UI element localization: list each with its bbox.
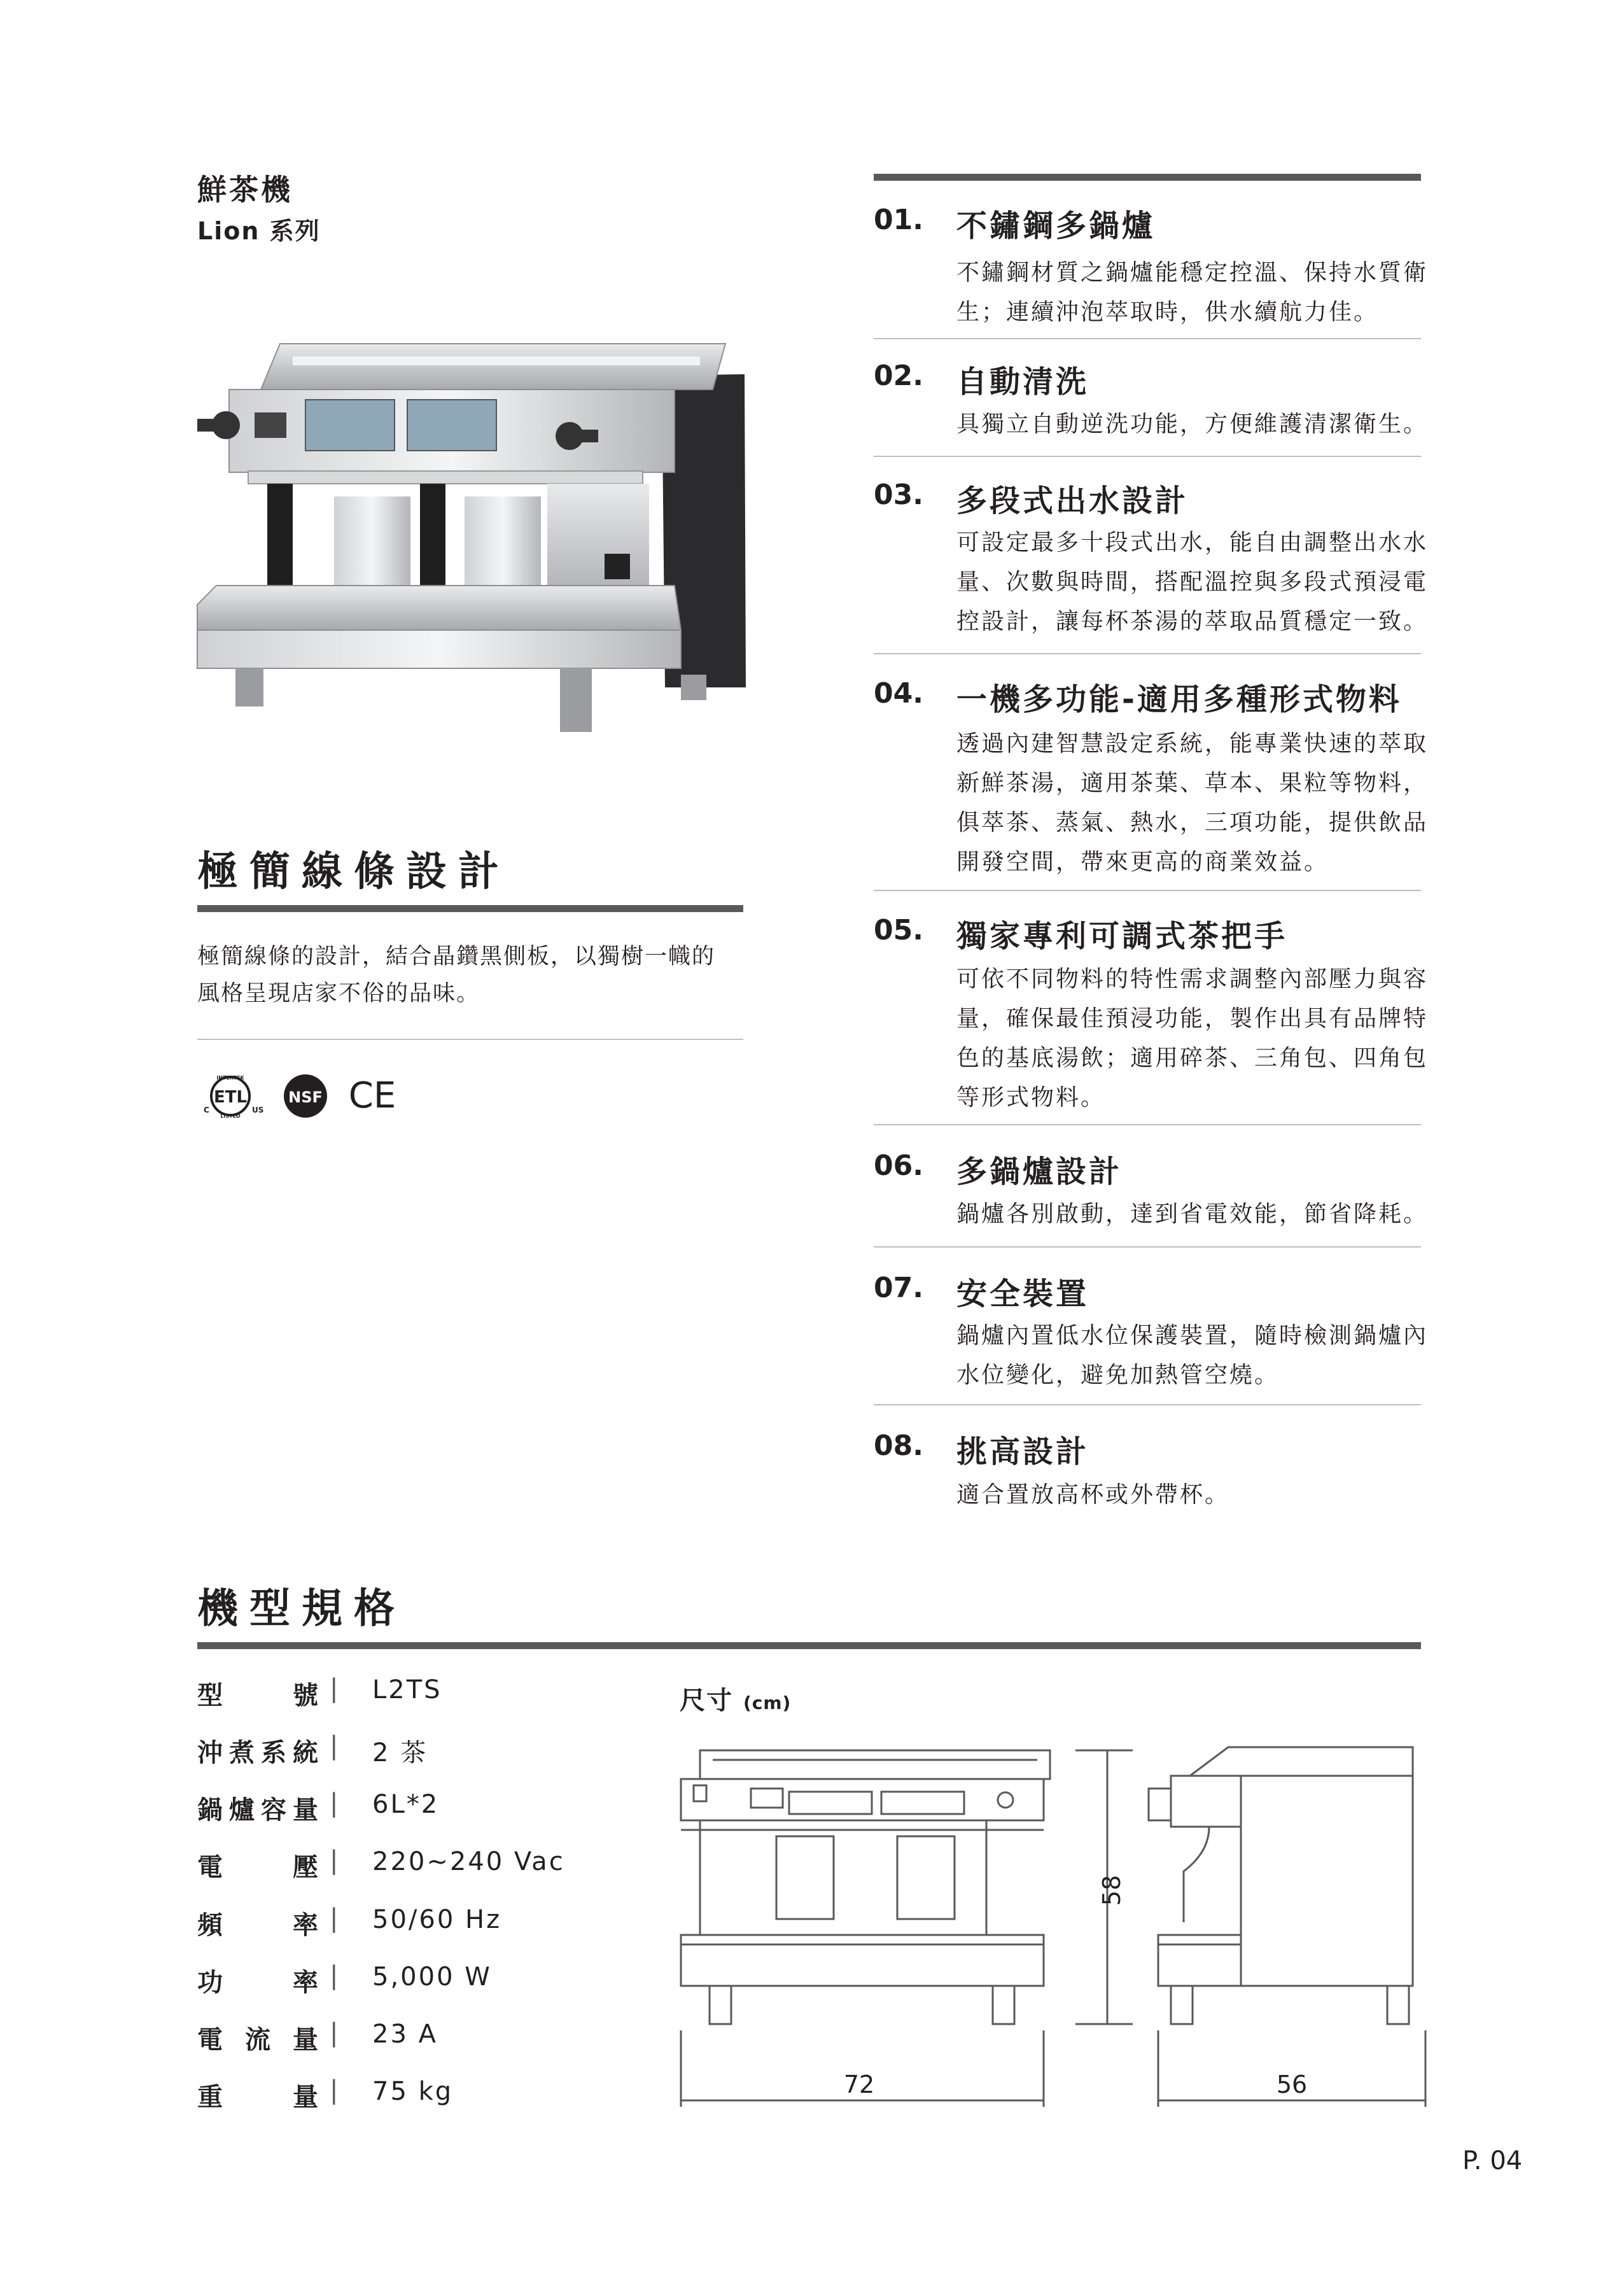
spec-label-boiler: 鍋爐容量	[197, 1796, 318, 1825]
spec-separator: |	[330, 1846, 339, 1875]
product-name: 鮮茶機	[197, 172, 293, 207]
design-title-bar	[197, 905, 743, 912]
feature-divider	[874, 890, 1421, 891]
feature-07-title: 安全裝置	[956, 1276, 1089, 1312]
feature-divider	[874, 653, 1421, 654]
spec-separator: |	[330, 1674, 339, 1703]
dimension-depth: 56	[1276, 2071, 1308, 2099]
spec-label-power: 功率	[197, 1968, 318, 1997]
feature-04-number: 04.	[874, 677, 923, 710]
machine-photo	[191, 331, 751, 764]
feature-01-number: 01.	[874, 204, 923, 236]
feature-04-title: 一機多功能-適用多種形式物料	[956, 682, 1402, 717]
spec-value-frequency: 50/60 Hz	[372, 1905, 502, 1934]
etl-ring-text: INTERTEK	[216, 1075, 244, 1081]
feature-06-number: 06.	[874, 1150, 923, 1182]
feature-desc-line: 鍋爐各別啟動，達到省電效能，節省降耗。	[956, 1201, 1429, 1227]
spec-value-current: 23 A	[372, 2020, 438, 2049]
etl-c-text: C	[204, 1106, 209, 1114]
feature-03-desc	[956, 523, 1440, 642]
feature-divider	[874, 1404, 1421, 1405]
ce-mark: CE	[348, 1075, 396, 1116]
feature-desc-line: 適合置放高杯或外帶杯。	[956, 1482, 1230, 1508]
feature-desc-line: 量，確保最佳預浸功能，製作出具有品牌特	[956, 1006, 1429, 1032]
feature-divider	[874, 338, 1421, 339]
feature-desc-line: 鍋爐內置低水位保護裝置，隨時檢測鍋爐內	[956, 1323, 1429, 1349]
spec-label-brew-system: 沖煮系統	[197, 1738, 318, 1768]
spec-value-brew-system: 2 茶	[372, 1738, 428, 1768]
feature-desc-line: 可設定最多十段式出水，能自由調整出水水	[956, 530, 1429, 556]
feature-05-number: 05.	[874, 914, 923, 946]
dimension-height: 58	[1098, 1874, 1126, 1906]
ce-logo	[344, 1071, 401, 1121]
feature-02-desc	[956, 405, 1440, 444]
product-series: Lion 系列	[197, 217, 321, 245]
feature-desc-line: 具獨立自動逆洗功能，方便維護清潔衛生。	[956, 411, 1429, 437]
dimensions-unit: (cm)	[743, 1692, 792, 1713]
feature-06-desc	[956, 1195, 1440, 1234]
feature-01-title: 不鏽鋼多鍋爐	[956, 208, 1156, 244]
spec-label-model: 型號	[197, 1681, 318, 1710]
feature-05-desc	[956, 960, 1440, 1118]
spec-label-voltage: 電壓	[197, 1853, 318, 1882]
page-number: P. 04	[1462, 2146, 1523, 2176]
feature-03-number: 03.	[874, 479, 923, 511]
spec-separator: |	[330, 2076, 339, 2105]
spec-label-weight: 重量	[197, 2083, 318, 2112]
feature-07-desc	[956, 1316, 1440, 1395]
etl-us-text: US	[252, 1106, 264, 1114]
feature-desc-line: 開發空間，帶來更高的商業效益。	[956, 849, 1329, 875]
feature-divider	[874, 456, 1421, 457]
specs-title: 機型規格	[197, 1585, 406, 1633]
design-text	[197, 938, 751, 1012]
spec-separator: |	[330, 1731, 339, 1761]
feature-desc-line: 新鮮茶湯，適用茶葉、草本、果粒等物料，	[956, 770, 1429, 796]
nsf-mark: NSF	[288, 1088, 323, 1106]
feature-desc-line: 可依不同物料的特性需求調整內部壓力與容	[956, 966, 1429, 992]
feature-02-title: 自動清洗	[956, 364, 1089, 400]
dimensions-title-text: 尺寸	[680, 1686, 733, 1715]
feature-01-desc	[956, 253, 1440, 332]
spec-value-weight: 75 kg	[372, 2077, 454, 2106]
design-text-line: 風格呈現店家不俗的品味。	[197, 981, 480, 1006]
spec-value-model: L2TS	[372, 1675, 442, 1705]
spec-value-voltage: 220~240 Vac	[372, 1847, 565, 1876]
spec-value-boiler: 6L*2	[372, 1790, 440, 1819]
dimension-width: 72	[843, 2071, 875, 2099]
feature-desc-line: 水位變化，避免加熱管空燒。	[956, 1362, 1280, 1388]
feature-desc-line: 色的基底湯飲；適用碎茶、三角包、四角包	[956, 1045, 1429, 1071]
feature-08-title: 挑高設計	[956, 1434, 1089, 1470]
feature-08-number: 08.	[874, 1430, 923, 1462]
feature-desc-line: 等形式物料。	[956, 1085, 1106, 1111]
feature-08-desc	[956, 1475, 1440, 1515]
specs-title-bar	[197, 1642, 1421, 1649]
feature-divider	[874, 1246, 1421, 1248]
spec-value-power: 5,000 W	[372, 1962, 492, 1992]
feature-desc-line: 生；連續沖泡萃取時，供水續航力佳。	[956, 299, 1379, 325]
feature-03-title: 多段式出水設計	[956, 483, 1189, 519]
design-divider	[197, 1039, 743, 1040]
spec-separator: |	[330, 1789, 339, 1818]
etl-listed-text: LISTED	[220, 1113, 241, 1119]
feature-desc-line: 量、次數與時間，搭配溫控與多段式預浸電	[956, 569, 1429, 595]
spec-separator: |	[330, 1904, 339, 1933]
feature-desc-line: 透過內建智慧設定系統，能專業快速的萃取	[956, 731, 1429, 757]
features-top-bar	[874, 174, 1421, 181]
feature-04-desc	[956, 724, 1440, 882]
feature-desc-line: 俱萃茶、蒸氣、熱水，三項功能，提供飲品	[956, 810, 1429, 836]
feature-02-number: 02.	[874, 360, 923, 392]
dimension-drawing	[675, 1738, 1432, 2120]
feature-desc-line: 控設計，讓每杯茶湯的萃取品質穩定一致。	[956, 608, 1429, 635]
spec-label-frequency: 頻率	[197, 1911, 318, 1940]
feature-06-title: 多鍋爐設計	[956, 1154, 1123, 1190]
feature-divider	[874, 1124, 1421, 1125]
feature-desc-line: 不鏽鋼材質之鍋爐能穩定控溫、保持水質衛	[956, 260, 1429, 286]
etl-mark: ETL	[213, 1088, 248, 1107]
spec-separator: |	[330, 2018, 339, 2048]
design-text-line: 極簡線條的設計，結合晶鑽黑側板，以獨樹一幟的	[197, 944, 716, 969]
etl-listed-logo	[197, 1071, 274, 1121]
design-title: 極簡線條設計	[197, 848, 510, 896]
spec-separator: |	[330, 1961, 339, 1990]
dimensions-title	[680, 1680, 791, 1717]
feature-05-title: 獨家專利可調式茶把手	[956, 918, 1288, 954]
spec-label-current: 電流量	[197, 2025, 318, 2055]
nsf-logo	[280, 1071, 331, 1121]
feature-07-number: 07.	[874, 1272, 923, 1304]
